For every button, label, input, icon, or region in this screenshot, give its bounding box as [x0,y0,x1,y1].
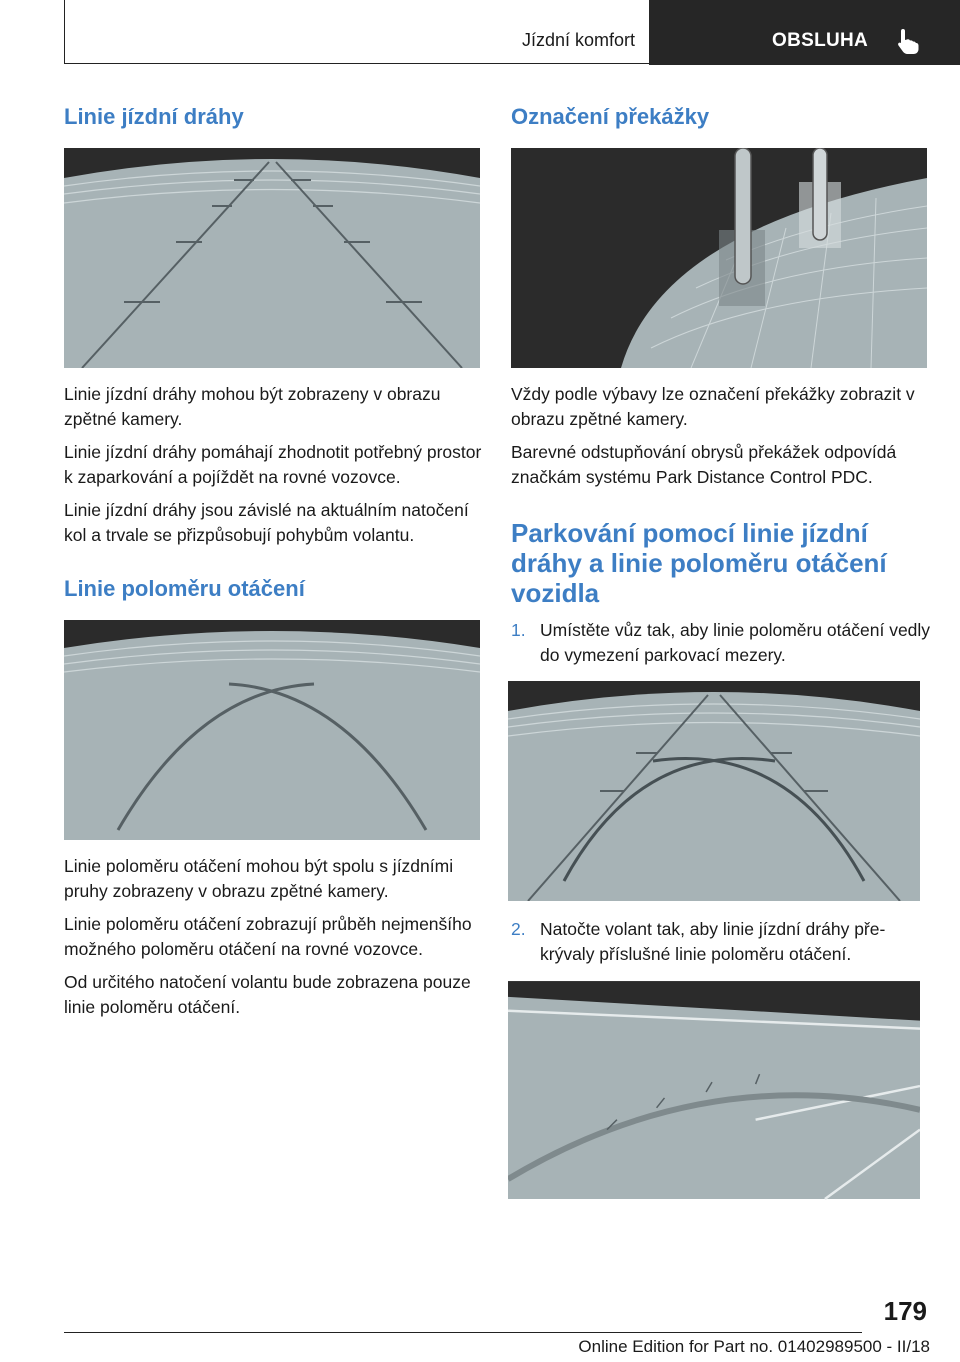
figure-turning-radius [64,620,480,840]
step-text: Natočte volant tak, aby linie jízdní dráhy překrývaly příslušné linie poloměru otáčení. [540,919,886,964]
heading-parking: Parkování pomocí linie jízdní dráhy a linie poloměru otáčení vozidla [511,518,887,608]
figure-step-2 [508,980,920,1200]
steps-list [511,618,931,668]
page-number: 179 [883,1296,927,1326]
heading-turning-radius: Linie poloměru otáčení [64,576,305,601]
header-rule-bottom [64,63,649,64]
paragraph: Linie poloměru otáčení zobrazují průběh nejmenšího možného poloměru otáčení na rovné vozovce. [64,914,472,959]
list-item [511,917,931,967]
figure-obstacle-marking [511,148,927,368]
paragraph: Linie jízdní dráhy mohou být zobrazeny v obrazu zpětné kamery. [64,384,441,429]
paragraph: Barevné odstupňování obrysů překážek odpovídá značkám systému Park Distance Control PDC. [511,442,897,487]
step-number: 1. [511,620,526,640]
paragraph: Od určitého natočení volantu bude zobrazena pouze linie poloměru otáčení. [64,972,471,1017]
step-number: 2. [511,919,526,939]
steps-list [511,917,931,967]
paragraph: Linie poloměru otáčení mohou být spolu s jízdními pruhy zobrazeny v obrazu zpětné kamery. [64,856,454,901]
footer-edition: Online Edition for Part no. 01402989500 - II/18 [578,1337,930,1356]
step-text: Umístěte vůz tak, aby linie poloměru otáčení vedly do vymezení parkovací mezery. [540,620,931,665]
right-column [511,102,931,1216]
footer-rule [64,1332,862,1333]
paragraph: Vždy podle výbavy lze označení překážky zobrazit v obrazu zpětné kamery. [511,384,915,429]
list-item [511,618,931,668]
figure-step-1 [508,681,920,901]
heading-obstacle-marking: Označení překážky [511,104,710,129]
heading-lane-lines: Linie jízdní dráhy [64,104,244,129]
paragraph: Linie jízdní dráhy jsou závislé na aktuálním natočení kol a trvale se přizpůsobují pohybům volantu. [64,500,469,545]
section-title: OBSLUHA [772,30,869,51]
header-rule-left [64,0,65,64]
figure-lane-lines [64,148,480,368]
left-column [64,102,484,1028]
paragraph: Linie jízdní dráhy pomáhají zhodnotit potřebný prostor k zaparkování a pojíždět na rovné vozovce. [64,442,482,487]
chapter-title: Jízdní komfort [521,30,635,50]
pointing-hand-icon [894,26,924,56]
